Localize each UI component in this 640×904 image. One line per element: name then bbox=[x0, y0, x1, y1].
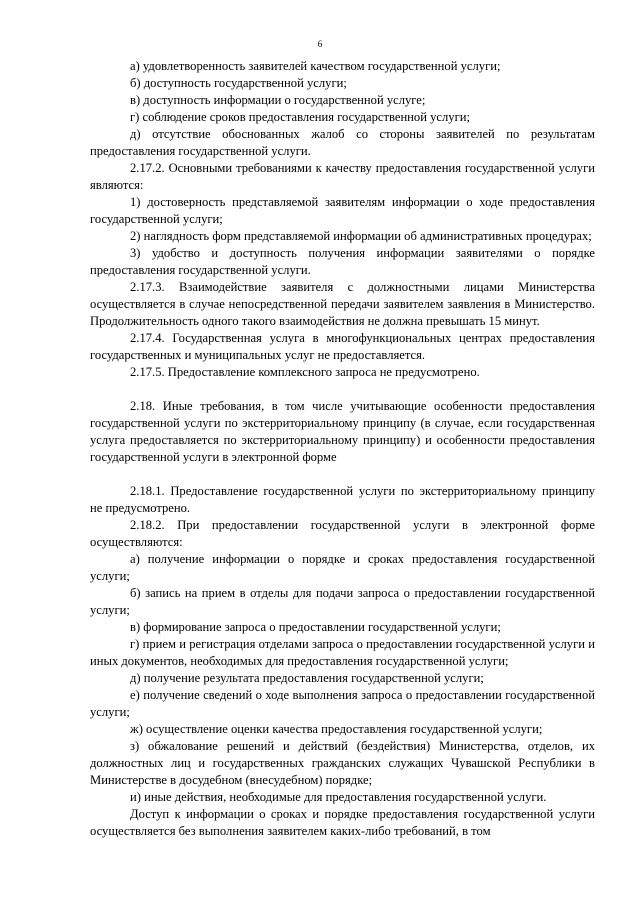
paragraph: в) формирование запроса о предоставлении государственной услуги; bbox=[130, 620, 501, 634]
paragraph: 2) наглядность форм представляемой информации об административных процедурах; bbox=[130, 229, 592, 243]
paragraph: 2.17.2. Основными требованиями к качеству предоставления государственной услуги являются: bbox=[90, 161, 595, 192]
paragraph: в) доступность информации о государственной услуге; bbox=[130, 93, 426, 107]
blank-line bbox=[90, 381, 595, 398]
paragraph: 1) достоверность представляемой заявителям информации о ходе предоставления государственной услуги; bbox=[90, 195, 595, 226]
paragraph: 2.17.3. Взаимодействие заявителя с должностными лицами Министерства осуществляется в случае непосредственной передачи заявителем заявления в Министерство. Продолжительность одного такого взаимодействия не должна превышать 15 минут. bbox=[90, 280, 595, 328]
paragraph: ж) осуществление оценки качества предоставления государственной услуги; bbox=[130, 722, 543, 736]
paragraph: Доступ к информации о сроках и порядке предоставления государственной услуги осуществляется без выполнения заявителем каких-либо требований, в том bbox=[90, 807, 595, 838]
paragraph: 2.18.1. Предоставление государственной услуги по экстерриториальному принципу не предусмотрено. bbox=[90, 484, 595, 515]
paragraph: е) получение сведений о ходе выполнения запроса о предоставлении государственной услуги; bbox=[90, 688, 595, 719]
paragraph: д) отсутствие обоснованных жалоб со стороны заявителей по результатам предоставления государственной услуги. bbox=[90, 127, 595, 158]
paragraph: 3) удобство и доступность получения информации заявителями о порядке предоставления государственной услуги. bbox=[90, 246, 595, 277]
paragraph: з) обжалование решений и действий (бездействия) Министерства, отделов, их должностных лиц и государственных гражданских служащих Чувашской Республики в Министерстве в досудебном (внесудебном) порядке; bbox=[90, 739, 595, 787]
paragraph: б) запись на прием в отделы для подачи запроса о предоставлении государственной услуги; bbox=[90, 586, 595, 617]
paragraph: 2.18.2. При предоставлении государственной услуги в электронной форме осуществляются: bbox=[90, 518, 595, 549]
paragraph: г) прием и регистрация отделами запроса о предоставлении государственной услуги и иных документов, необходимых для предоставления государственной услуги; bbox=[90, 637, 595, 668]
paragraph: а) получение информации о порядке и сроках предоставления государственной услуги; bbox=[90, 552, 595, 583]
blank-line bbox=[90, 466, 595, 483]
paragraph: 2.17.5. Предоставление комплексного запроса не предусмотрено. bbox=[130, 365, 480, 379]
paragraph: а) удовлетворенность заявителей качеством государственной услуги; bbox=[130, 59, 501, 73]
section-heading: 2.18. Иные требования, в том числе учитывающие особенности предоставления государственной услуги по экстерриториальному принципу (в случае, если государственная услуга предоставляется по экстерриториальному принципу) и особенности предоставления государственной услуги в электронной форме bbox=[90, 399, 595, 464]
document-body bbox=[90, 58, 595, 840]
paragraph: б) доступность государственной услуги; bbox=[130, 76, 347, 90]
paragraph: г) соблюдение сроков предоставления государственной услуги; bbox=[130, 110, 470, 124]
paragraph: и) иные действия, необходимые для предоставления государственной услуги. bbox=[130, 790, 547, 804]
page-number: 6 bbox=[317, 39, 323, 49]
paragraph: 2.17.4. Государственная услуга в многофункциональных центрах предоставления государственных и муниципальных услуг не предоставляется. bbox=[90, 331, 595, 362]
paragraph: д) получение результата предоставления государственной услуги; bbox=[130, 671, 484, 685]
